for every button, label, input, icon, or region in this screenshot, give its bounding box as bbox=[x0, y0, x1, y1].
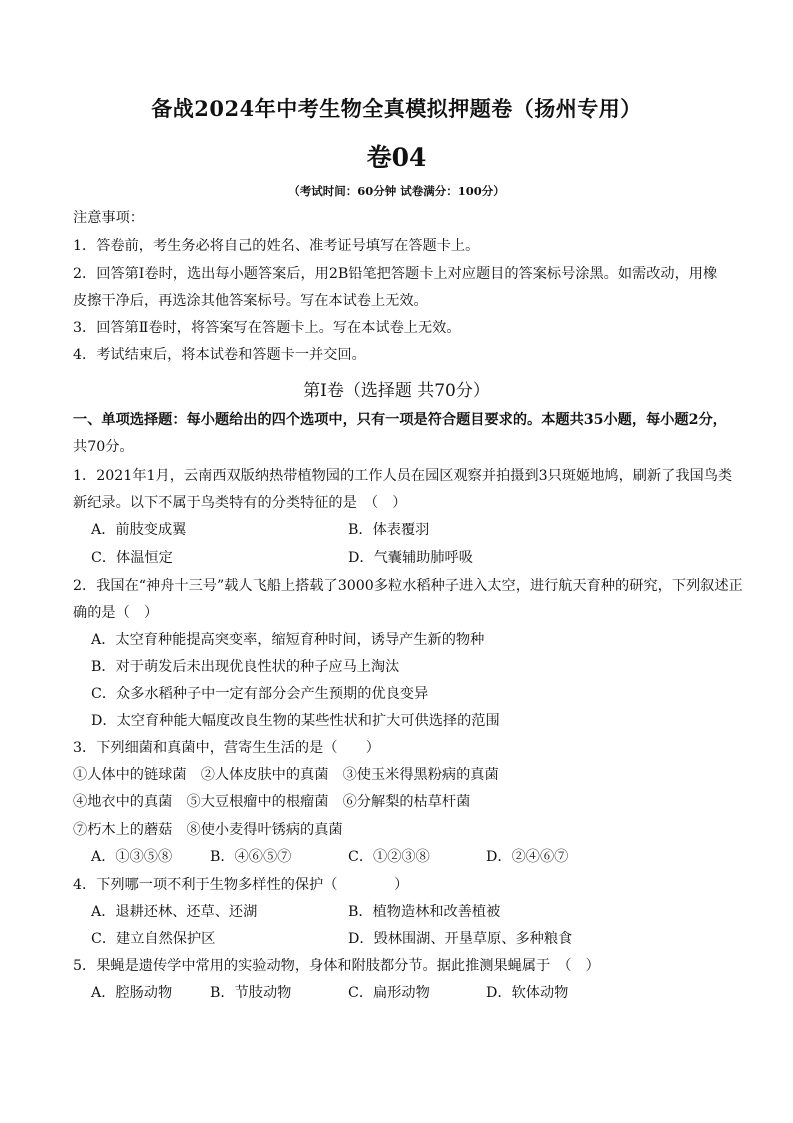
exam-title: 备战2024年中考生物全真模拟押题卷（扬州专用） bbox=[151, 96, 642, 121]
note-item: 皮擦干净后，再选涂其他答案标号。写在本试卷上无效。 bbox=[73, 293, 428, 309]
option-b: B．节肢动物 bbox=[210, 985, 292, 1001]
option-c: C．扁形动物 bbox=[348, 985, 430, 1001]
option-c: C．体温恒定 bbox=[91, 550, 173, 566]
option-b: B．体表覆羽 bbox=[348, 522, 430, 538]
option-c: C．建立自然保护区 bbox=[91, 931, 216, 947]
option-d: D．气囊辅助肺呼吸 bbox=[348, 550, 473, 566]
option-a: A．太空育种能提高突变率，缩短育种时间，诱导产生新的物种 bbox=[91, 632, 485, 648]
option-a: A．腔肠动物 bbox=[91, 985, 173, 1001]
exam-info: （考试时间：60分钟 试卷满分：100分） bbox=[288, 184, 505, 198]
option-b: B．④⑥⑤⑦ bbox=[210, 849, 292, 865]
note-item: 2．回答第Ⅰ卷时，选出每小题答案后，用2B铅笔把答题卡上对应题目的答案标号涂黑。如需改动，用橡 bbox=[73, 266, 718, 282]
question-2-text: 2．我国在“神舟十三号”载人飞船上搭载了3000多粒水稻种子进入太空，进行航天育种的研究，下列叙述正 bbox=[73, 578, 743, 594]
note-item: 4．考试结束后，将本试卷和答题卡一并交回。 bbox=[73, 347, 366, 363]
option-a: A．前肢变成翼 bbox=[91, 522, 187, 538]
question-1-text-cont: 新纪录。以下不属于鸟类特有的分类特征的是 （ ） bbox=[73, 495, 407, 511]
option-a: A．①③⑤⑧ bbox=[91, 849, 173, 865]
question-3-item-line: ⑦朽木上的蘑菇 ⑧使小麦得叶锈病的真菌 bbox=[73, 822, 343, 838]
note-item: 3．回答第Ⅱ卷时，将答案写在答题卡上。写在本试卷上无效。 bbox=[73, 320, 461, 336]
option-d: D．太空育种能大幅度改良生物的某些性状和扩大可供选择的范围 bbox=[91, 713, 500, 729]
option-d: D．毁林围湖、开垦草原、多种粮食 bbox=[348, 931, 573, 947]
option-a: A．退耕还林、还草、还湖 bbox=[91, 904, 258, 920]
note-item: 1．答卷前，考生务必将自己的姓名、准考证号填写在答题卡上。 bbox=[73, 238, 480, 254]
volume-title: 卷04 bbox=[366, 143, 427, 172]
option-b: B．植物造林和改善植被 bbox=[348, 904, 501, 920]
question-2-text-cont: 确的是（ ） bbox=[73, 605, 159, 621]
option-b: B．对于萌发后未出现优良性状的种子应马上淘汰 bbox=[91, 659, 400, 675]
option-d: D．②④⑥⑦ bbox=[486, 849, 569, 865]
section-instruction: 一、单项选择题：每小题给出的四个选项中，只有一项是符合题目要求的。本题共35小题，每小题2分， bbox=[73, 412, 727, 428]
question-3-item-line: ①人体中的链球菌 ②人体皮肤中的真菌 ③使玉米得黑粉病的真菌 bbox=[73, 767, 499, 783]
question-5-text: 5．果蝇是遗传学中常用的实验动物，身体和附肢都分节。据此推测果蝇属于 （ ） bbox=[73, 958, 600, 974]
option-d: D．软体动物 bbox=[486, 985, 569, 1001]
option-c: C．①②③⑧ bbox=[348, 849, 430, 865]
question-3-item-line: ④地衣中的真菌 ⑤大豆根瘤中的根瘤菌 ⑥分解梨的枯草杆菌 bbox=[73, 794, 471, 810]
question-1-text: 1．2021年1月，云南西双版纳热带植物园的工作人员在园区观察并拍摄到3只斑姬地鸠，刷新了我国鸟类 bbox=[73, 468, 733, 484]
section-title: 第Ⅰ卷（选择题 共70分） bbox=[303, 381, 490, 401]
question-3-text: 3．下列细菌和真菌中，营寄生生活的是（ ） bbox=[73, 740, 380, 756]
option-c: C．众多水稻种子中一定有部分会产生预期的优良变异 bbox=[91, 686, 429, 702]
notes-heading: 注意事项： bbox=[73, 210, 144, 226]
section-instruction-cont: 共70分。 bbox=[73, 439, 134, 455]
question-4-text: 4．下列哪一项不利于生物多样性的保护（ ） bbox=[73, 877, 409, 893]
